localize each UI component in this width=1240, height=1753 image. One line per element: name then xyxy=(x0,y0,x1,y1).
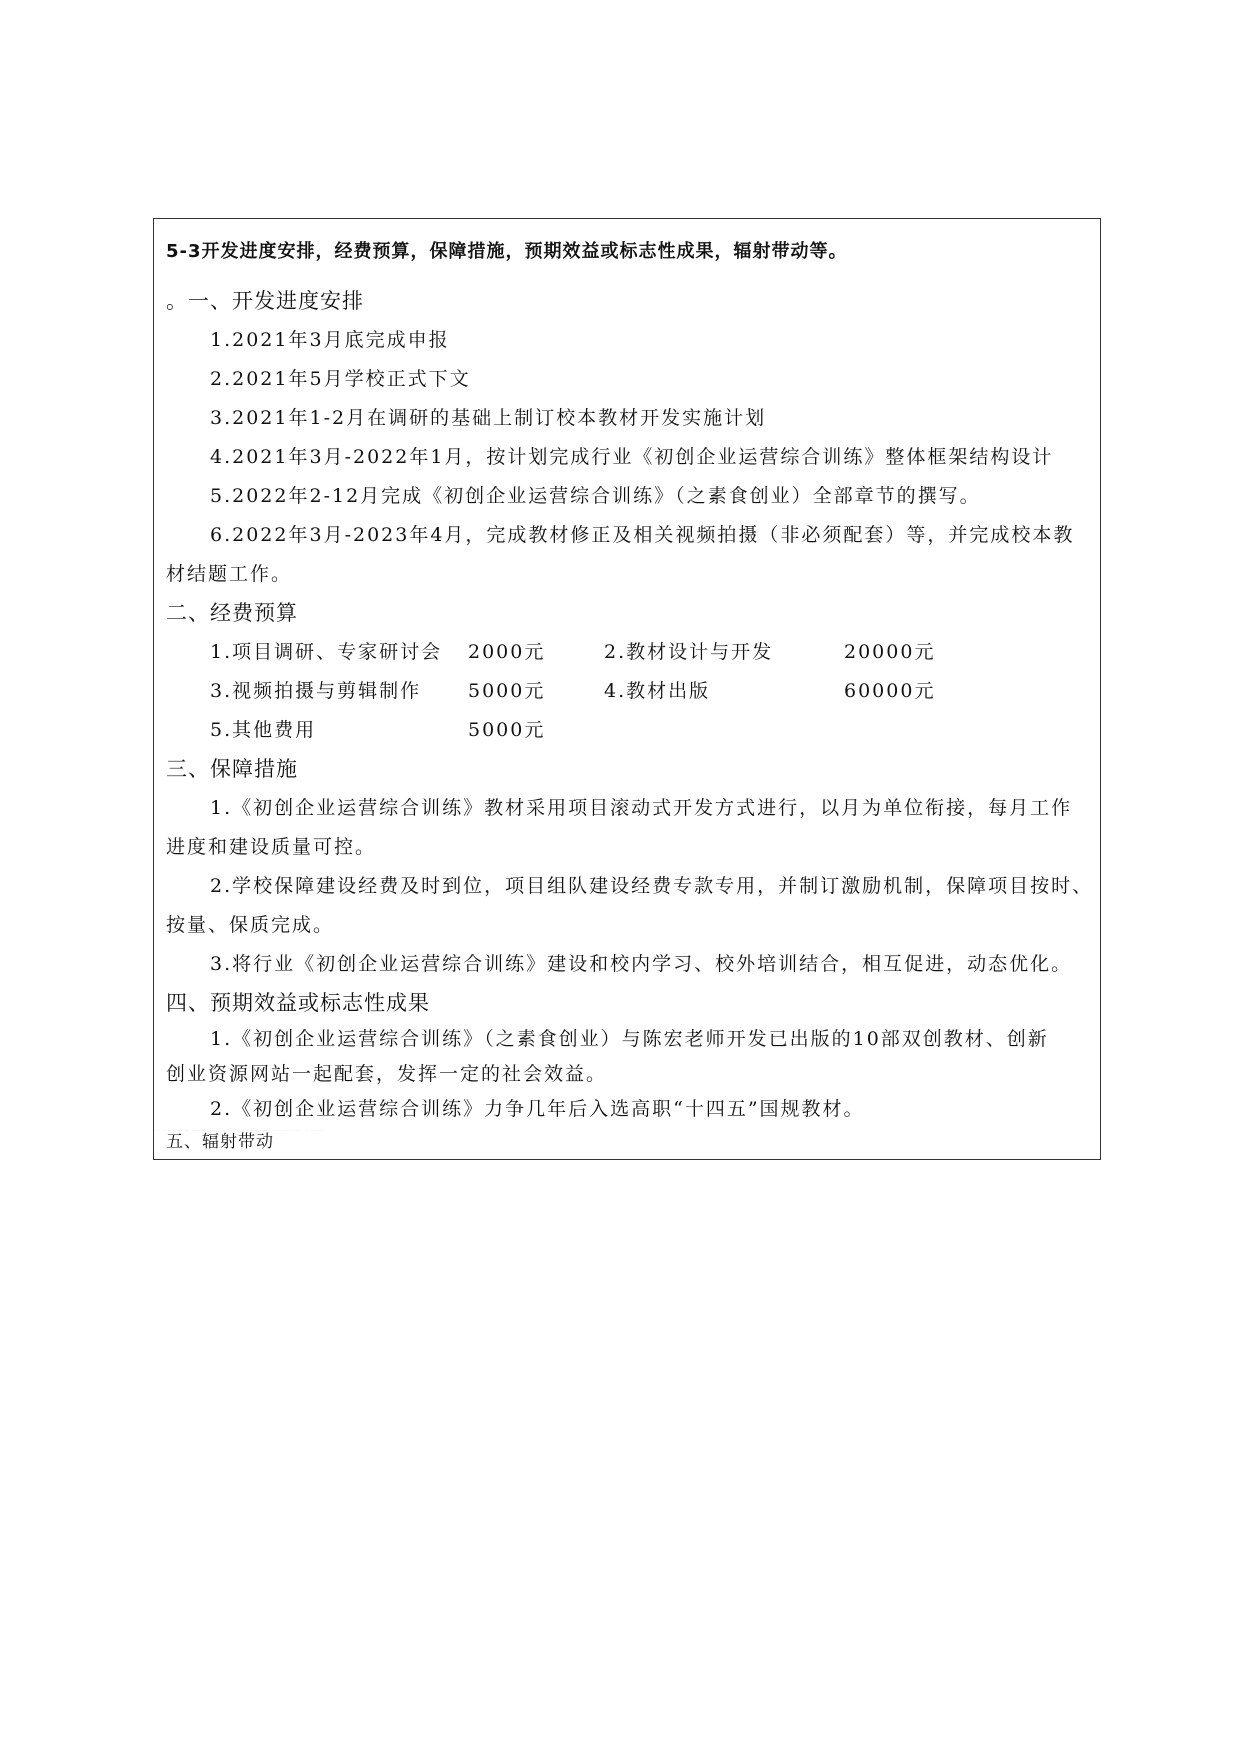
schedule-item: 3.2021年1-2月在调研的基础上制订校本教材开发实施计划 xyxy=(210,407,767,429)
schedule-item: 4.2021年3月-2022年1月，按计划完成行业《初创企业运营综合训练》整体框架结构设计 xyxy=(210,446,1054,468)
heading-radiation: 五、辐射带动 xyxy=(166,1132,274,1152)
outcome-item: 2.《初创企业运营综合训练》力争几年后入选高职“十四五”国规教材。 xyxy=(210,1098,865,1120)
budget-label: 4.教材出版 xyxy=(604,680,711,702)
form-frame-main xyxy=(153,218,1101,1160)
budget-label: 2.教材设计与开发 xyxy=(604,641,774,663)
radiation-item: 1. 中小企业创业与经营专业自主研发的教材《初创企业运营综合管理》（之素食创业）一旦 xyxy=(153,1130,193,1131)
budget-label: 3.视频拍摄与剪辑制作 xyxy=(210,680,422,702)
schedule-item-continued: 材结题工作。 xyxy=(166,563,293,585)
budget-amount: 5000元 xyxy=(468,680,546,702)
schedule-item: 6.2022年3月-2023年4月，完成教材修正及相关视频拍摄（非必须配套）等，并完成校本教 xyxy=(210,524,1075,546)
schedule-item: 5.2022年2-12月完成《初创企业运营综合训练》（之素食创业）全部章节的撰写。 xyxy=(210,485,981,507)
safeguard-item: 1.《初创企业运营综合训练》教材采用项目滚动式开发方式进行，以月为单位衔接，每月工作 xyxy=(210,797,1073,819)
schedule-item: 2.2021年5月学校正式下文 xyxy=(210,368,471,390)
heading-safeguards: 三、保障措施 xyxy=(166,757,298,781)
heading-budget: 二、经费预算 xyxy=(166,601,298,625)
schedule-item: 1.2021年3月底完成申报 xyxy=(210,329,450,351)
budget-label: 5.其他费用 xyxy=(210,719,317,741)
section5-lines xyxy=(153,1130,1101,1160)
budget-amount: 60000元 xyxy=(844,680,936,702)
outcome-item: 1.《初创企业运营综合训练》（之素食创业）与陈宏老师开发已出版的10部双创教材、创新 xyxy=(210,1028,1049,1050)
budget-label: 1.项目调研、专家研讨会 xyxy=(210,641,443,663)
safeguard-item-continued: 进度和建设质量可控。 xyxy=(166,836,377,858)
budget-amount: 5000元 xyxy=(468,719,546,741)
radiation-item-end: 力 xyxy=(236,1130,238,1131)
budget-amount: 20000元 xyxy=(844,641,936,663)
heading-schedule: 。一、开发进度安排 xyxy=(166,289,364,313)
radiation-item: 2.中小企业创业与经营专业受广州市职业能力培训指导中心委托已经完成了粤菜师傅培训课程 xyxy=(237,1130,279,1131)
safeguard-item-continued: 按量、保质完成。 xyxy=(166,914,335,936)
outcome-item-continued: 创业资源网站一起配套，发挥一定的社会效益。 xyxy=(166,1063,608,1085)
safeguard-item: 3.将行业《初创企业运营综合训练》建设和校内学习、校外培训结合，相互促进，动态优化。 xyxy=(210,953,1073,975)
safeguard-item: 2.学校保障建设经费及时到位，项目组队建设经费专款专用，并制订激励机制，保障项目按时、 xyxy=(210,875,1094,897)
budget-amount: 2000元 xyxy=(468,641,546,663)
radiation-item-continued: 的工作，随着粤菜师傅培训课程的不断推进，将创业系列实训课程与粤菜师傅培训融合，能进一步扩 xyxy=(279,1130,324,1131)
heading-outcomes: 四、预期效益或标志性成果 xyxy=(166,991,430,1015)
radiation-item-continued: 获得国家级规划教材资格，不仅能树立创业专业品牌形象，而且能增强创业专业课程知名度和影响 xyxy=(193,1130,237,1131)
section-header: 5-3开发进度安排，经费预算，保障措施，预期效益或标志性成果，辐射带动等。 xyxy=(166,241,848,262)
